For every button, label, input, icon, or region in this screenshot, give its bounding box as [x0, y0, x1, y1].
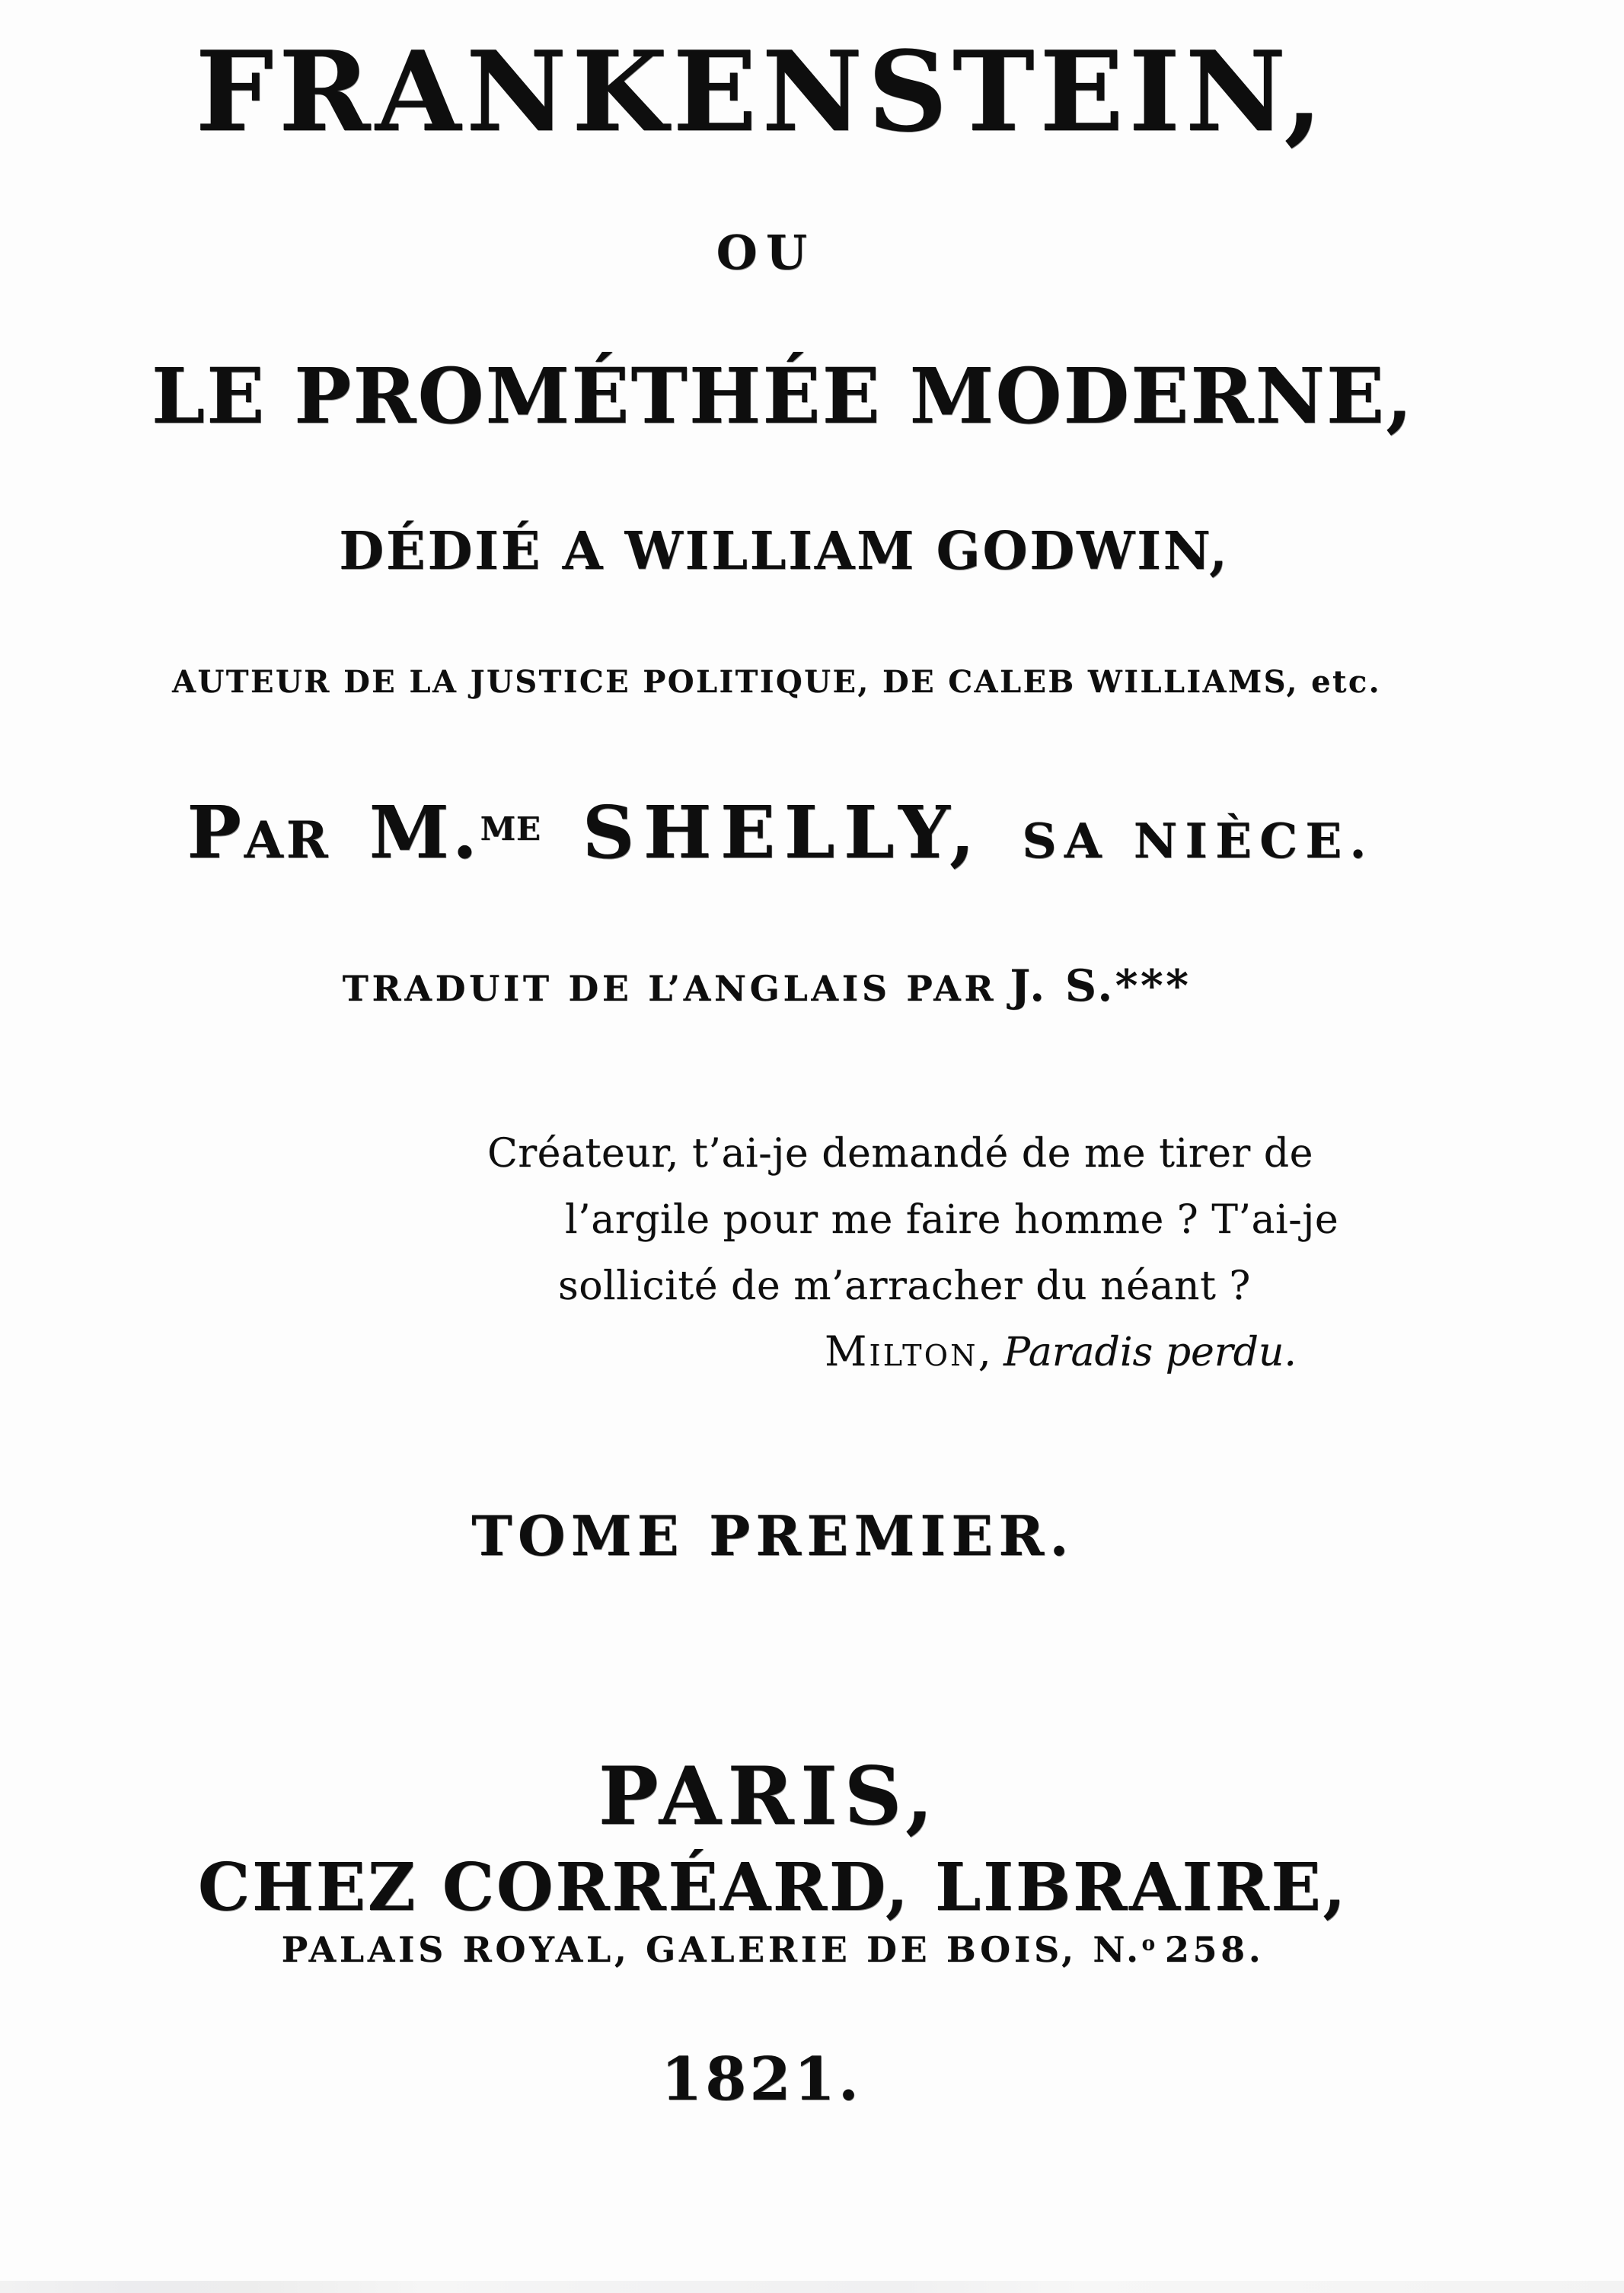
byline-honorific: M.: [369, 790, 480, 875]
byline-par-initial: P: [187, 790, 244, 875]
byline-relation: SA NIÈCE.: [1022, 813, 1374, 869]
imprint-city: PARIS,: [598, 1748, 940, 1843]
byline-honorific-superscript: ME: [480, 810, 541, 848]
byline-par-rest: AR: [244, 810, 331, 870]
epigraph-line-3: sollicité de m’arracher du néant ?: [558, 1263, 1251, 1309]
book-title: FRANKENSTEIN,: [195, 27, 1328, 157]
epigraph-work: Paradis perdu.: [1003, 1330, 1297, 1375]
imprint-publisher: CHEZ CORRÉARD, LIBRAIRE,: [197, 1849, 1348, 1926]
imprint-address-number: 258.: [1164, 1929, 1265, 1970]
imprint-address-main: PALAIS ROYAL, GALERIE DE BOIS, N.: [281, 1929, 1142, 1970]
translator-initials: J. S.***: [1010, 960, 1192, 1011]
byline: [187, 790, 1374, 875]
translation-note: TRADUIT DE L’ANGLAIS PAR: [342, 968, 997, 1009]
epigraph-author: Milton,: [825, 1327, 994, 1375]
dedication-line: DÉDIÉ A WILLIAM GODWIN,: [339, 521, 1230, 582]
epigraph-attribution: [825, 1327, 1297, 1375]
imprint-year: 1821.: [661, 2045, 862, 2114]
dedicatee-credentials: AUTEUR DE LA JUSTICE POLITIQUE, DE CALEB WILLIAMS, etc.: [172, 664, 1381, 700]
scan-edge-artifact: [0, 2281, 1624, 2293]
epigraph-line-2: l’argile pour me faire homme ? T’ai-je: [565, 1197, 1339, 1243]
byline-surname: SHELLY,: [582, 790, 984, 875]
book-subtitle: LE PROMÉTHÉE MODERNE,: [151, 351, 1415, 441]
translation-line: [342, 960, 1192, 1011]
subtitle-connector: OU: [716, 225, 816, 280]
imprint-address-ordinal: o: [1141, 1932, 1159, 1956]
epigraph-line-1: Créateur, t’ai-je demandé de me tirer de: [487, 1131, 1313, 1177]
volume-label: TOME PREMIER.: [471, 1503, 1074, 1568]
imprint-address: [281, 1929, 1265, 1970]
